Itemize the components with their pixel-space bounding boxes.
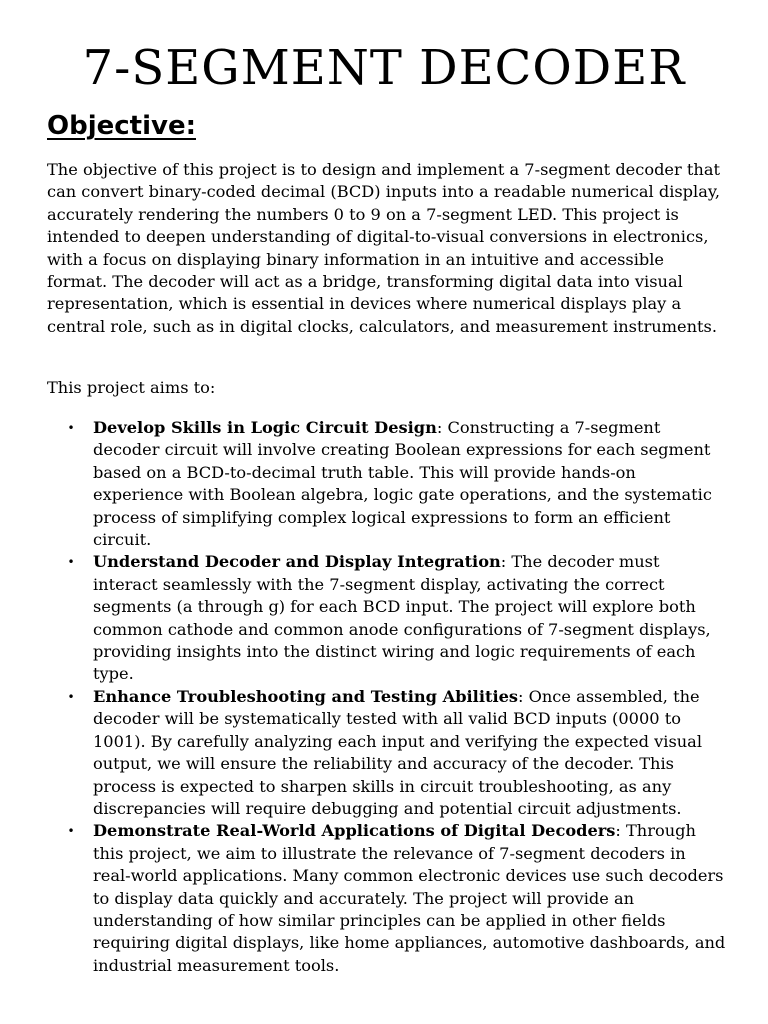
aim-title: Develop Skills in Logic Circuit Design	[93, 418, 437, 437]
aim-description: : The decoder must interact seamlessly with the 7-segment display, activating the correct segments (a through g) for each BCD input. The project will explore both common cathode and common anode configurations of 7-segment displays, providing insights into the distinct wiring and logic requirements of each type.	[93, 552, 711, 684]
aims-lead-text: This project aims to:	[47, 378, 216, 397]
bullet-icon: •	[67, 689, 75, 704]
aim-title: Demonstrate Real-World Applications of Digital Decoders	[93, 821, 616, 841]
bullet-icon: •	[67, 555, 75, 570]
aim-description: : Through this project, we aim to illustrate the relevance of 7-segment decoders in real-world applications. Many common electronic devices use such decoders to display data quickly and accurately. The project will provide an understanding of how similar principles can be applied in other fields requiring digital displays, like home appliances, automotive dashboards, and industrial measurement tools.	[93, 821, 726, 975]
aim-item-troubleshooting-testing	[67, 686, 727, 820]
aim-item-logic-circuit-design	[67, 417, 727, 551]
aim-title: Enhance Troubleshooting and Testing Abilities	[93, 686, 519, 706]
bullet-icon: •	[67, 421, 75, 435]
aims-list	[67, 417, 727, 977]
intro-paragraph: The objective of this project is to design and implement a 7-segment decoder that can convert binary-coded decimal (BCD) inputs into a readable numerical display, accurately rendering the numbers 0 to 9 on a 7-segment LED. This project is intended to deepen understanding of digital-to-visual conversions in electronics, with a focus on displaying binary information in an intuitive and accessible format. The decoder will act as a bridge, transforming digital data into visual representation, which is essential in devices where numerical displays play a central role, such as in digital clocks, calculators, and measurement instruments.	[47, 160, 721, 336]
aim-description: : Constructing a 7-segment decoder circuit will involve creating Boolean expressions for each segment based on a BCD-to-decimal truth table. This will provide hands-on experience with Boolean algebra, logic gate operations, and the systematic process of simplifying complex logical expressions to form an efficient circuit.	[93, 418, 712, 550]
objective-heading: Objective:	[47, 111, 196, 141]
document-title: 7-SEGMENT DECODER	[82, 40, 686, 96]
aim-title: Understand Decoder and Display Integration	[93, 552, 501, 572]
aim-item-decoder-display-integration	[67, 551, 727, 685]
bullet-icon: •	[67, 824, 75, 839]
aim-item-real-world-applications	[67, 820, 727, 977]
aim-description: : Once assembled, the decoder will be systematically tested with all valid BCD inputs (0000 to 1001). By carefully analyzing each input and verifying the expected visual output, we will ensure the reliability and accuracy of the decoder. This process is expected to sharpen skills in circuit troubleshooting, as any discrepancies will require debugging and potential circuit adjustments.	[93, 686, 702, 818]
